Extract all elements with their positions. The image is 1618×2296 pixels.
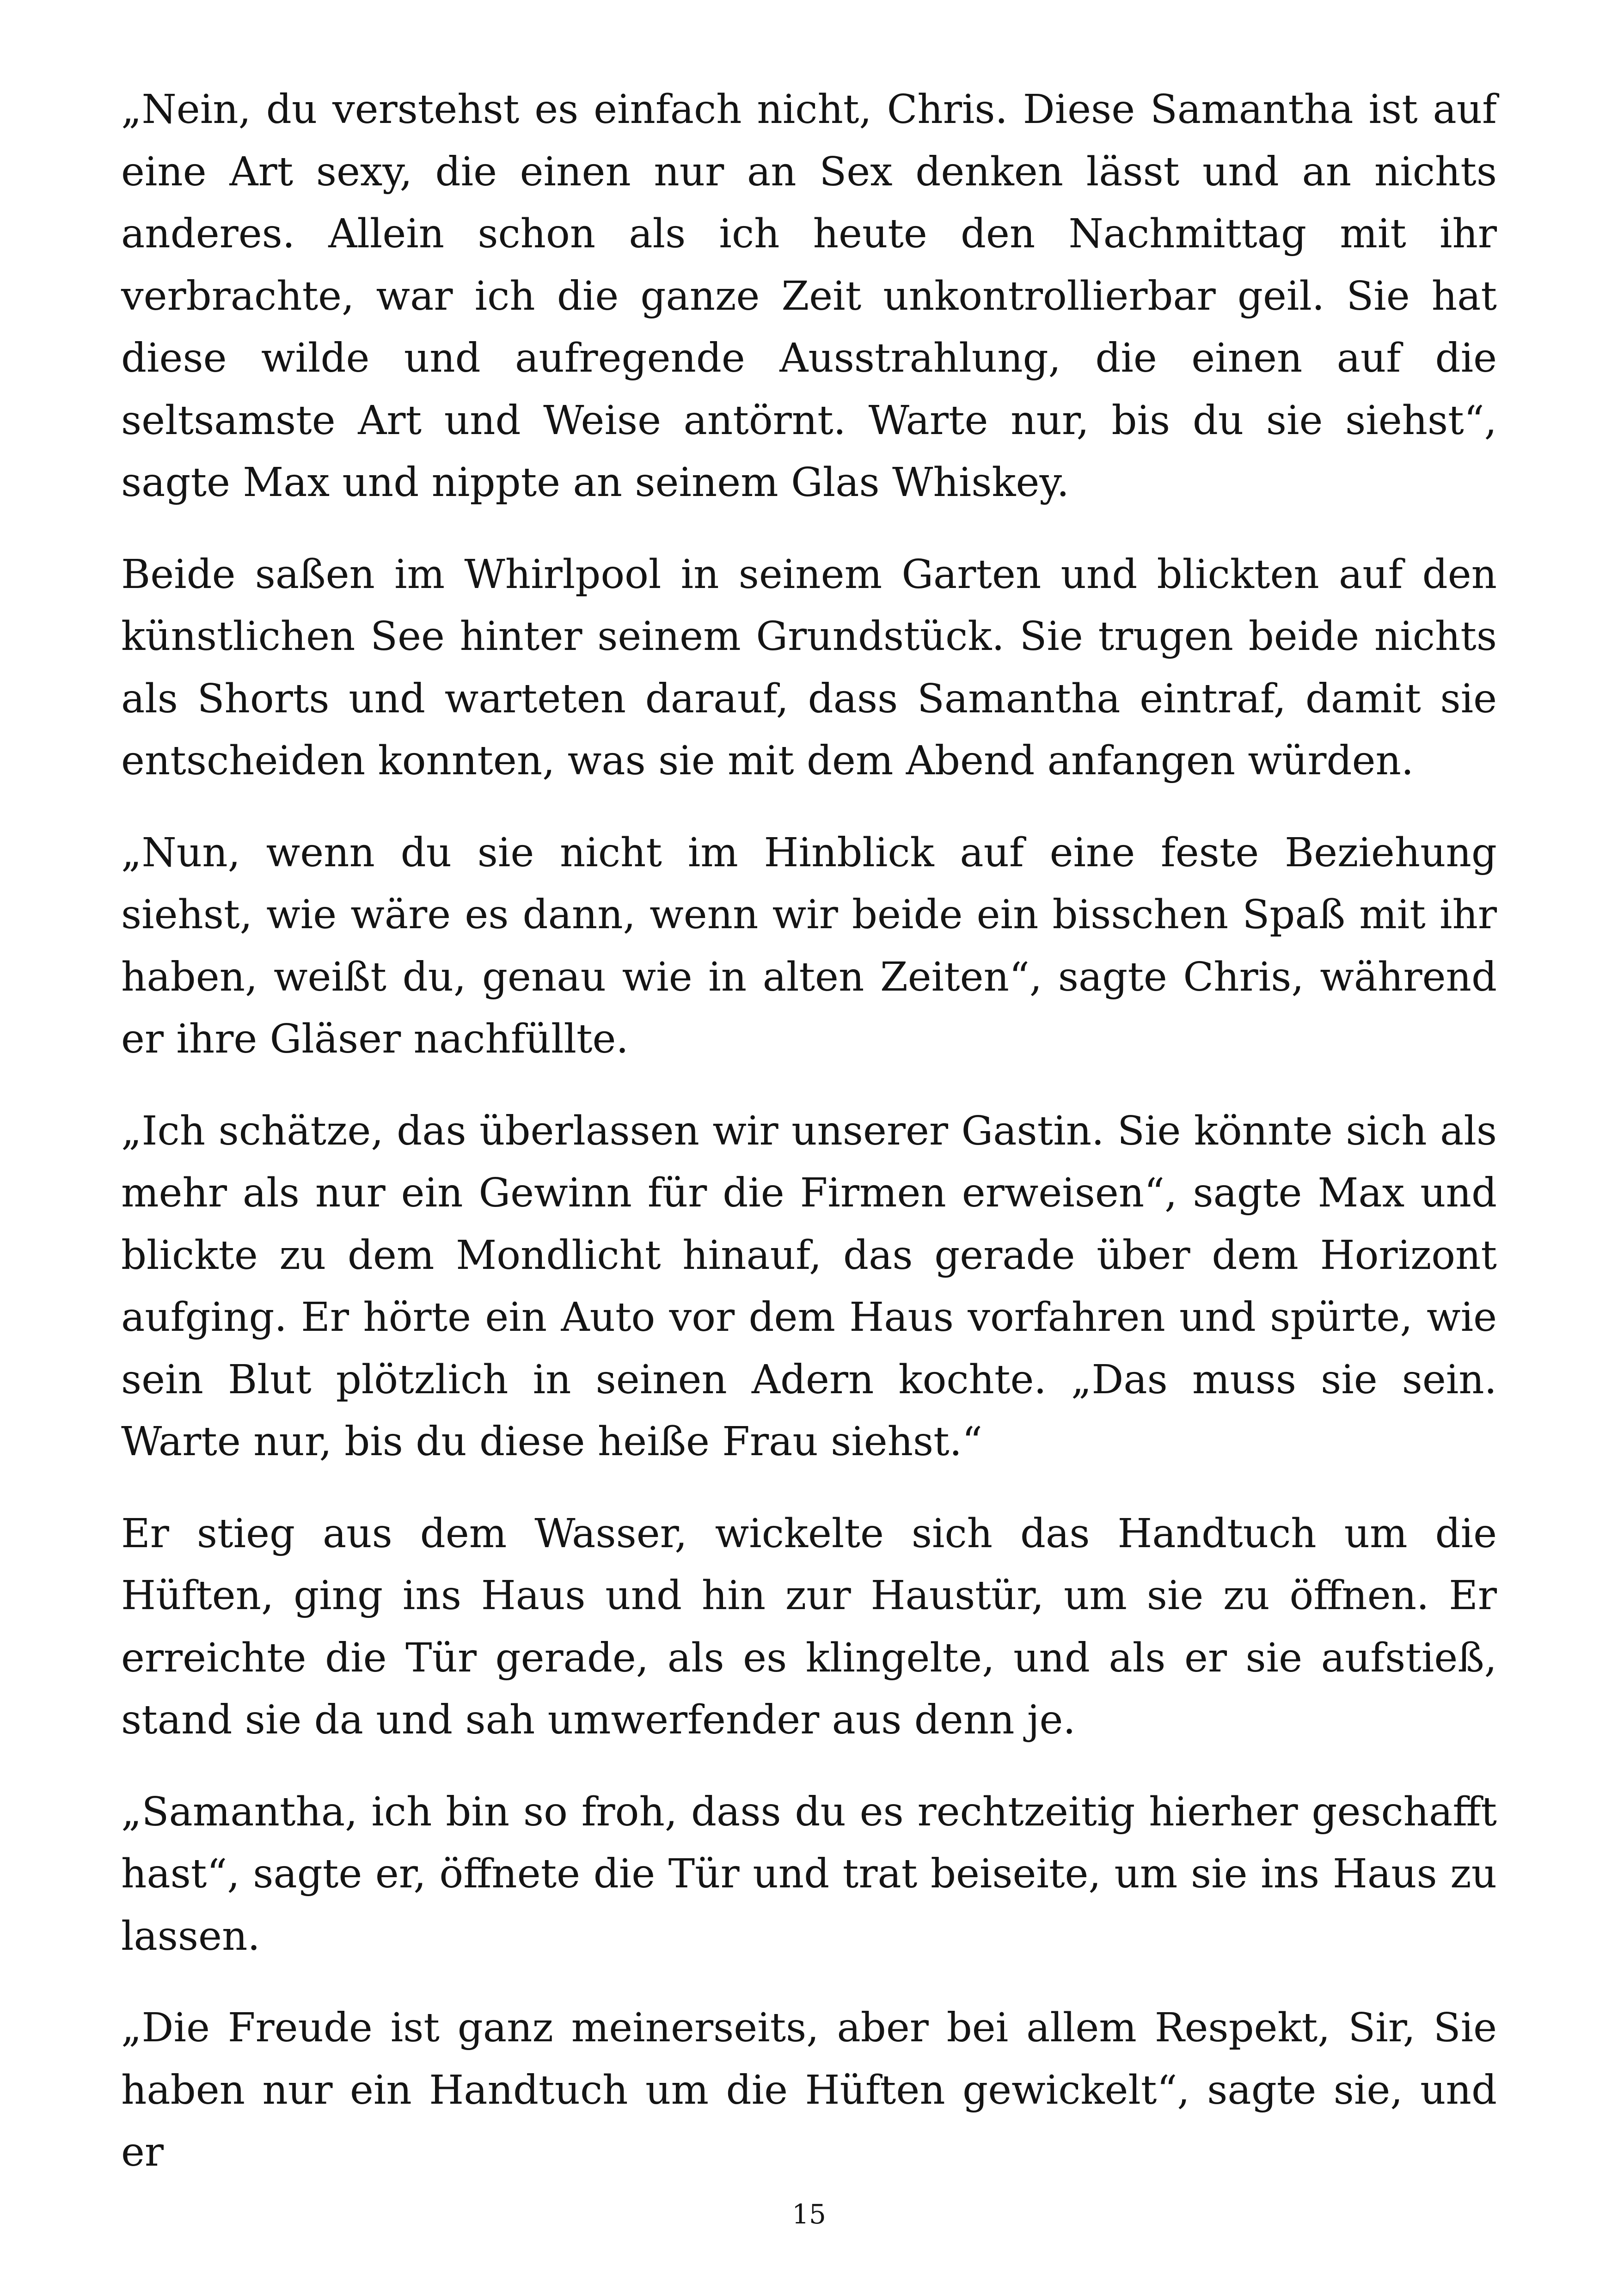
page-number: 15 bbox=[792, 2198, 826, 2230]
paragraph-2: Beide saßen im Whirlpool in seinem Garten und blickten auf den künstlichen See hinter seinem Grundstück. Sie trugen beide nichts als Shorts und warteten darauf, dass Samantha eintraf, damit sie entscheiden konnten, was sie mit dem Abend anfangen würden. bbox=[121, 551, 1497, 784]
paragraph-3: „Nun, wenn du sie nicht im Hinblick auf eine feste Beziehung siehst, wie wäre es dann, wenn wir beide ein bisschen Spaß mit ihr haben, weißt du, genau wie in alten Zeiten“, sagte Chris, während er ihre Gläser nachfüllte. bbox=[121, 829, 1497, 1062]
paragraph-1: „Nein, du verstehst es einfach nicht, Chris. Diese Samantha ist auf eine Art sexy, die einen nur an Sex denken lässt und an nichts anderes. Allein schon als ich heute den Nachmittag mit ihr verbrachte, war ich die ganze Zeit unkontrollierbar geil. Sie hat diese wilde und aufregende Ausstrahlung, die einen auf die seltsamste Art und Weise antörnt. Warte nur, bis du sie siehst“, sagte Max und nippte an seinem Glas Whiskey. bbox=[121, 86, 1497, 506]
body-text bbox=[121, 79, 1497, 2184]
paragraph-6: „Samantha, ich bin so froh, dass du es rechtzeitig hierher geschafft hast“, sagte er, öffnete die Tür und trat beiseite, um sie ins Haus zu lassen. bbox=[121, 1788, 1497, 1959]
paragraph-7: „Die Freude ist ganz meinerseits, aber bei allem Respekt, Sir, Sie haben nur ein Handtuch um die Hüften gewickelt“, sagte sie, und er bbox=[121, 2005, 1497, 2175]
paragraph-4: „Ich schätze, das überlassen wir unserer Gastin. Sie könnte sich als mehr als nur ein Gewinn für die Firmen erweisen“, sagte Max und blickte zu dem Mondlicht hinauf, das gerade über dem Horizont aufging. Er hörte ein Auto vor dem Haus vorfahren und spürte, wie sein Blut plötzlich in seinen Adern kochte. „Das muss sie sein. Warte nur, bis du diese heiße Frau siehst.“ bbox=[121, 1108, 1497, 1465]
paragraph-5: Er stieg aus dem Wasser, wickelte sich das Handtuch um die Hüften, ging ins Haus und hin zur Haustür, um sie zu öffnen. Er erreichte die Tür gerade, als es klingelte, und als er sie aufstieß, stand sie da und sah umwerfender aus denn je. bbox=[121, 1510, 1497, 1743]
